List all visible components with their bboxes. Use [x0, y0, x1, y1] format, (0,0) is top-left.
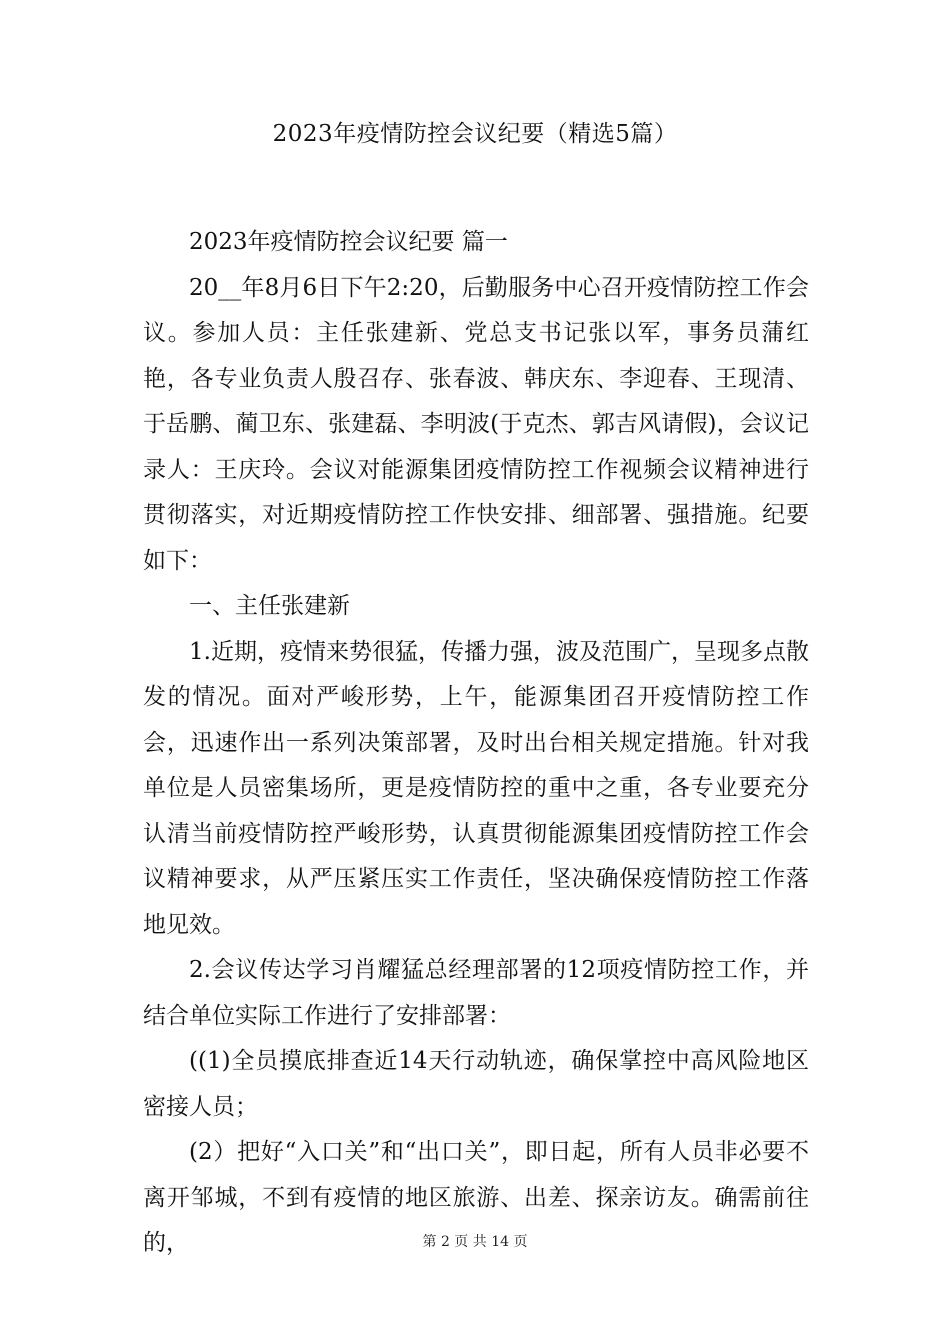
paragraph: 1.近期，疫情来势很猛，传播力强，波及范围广，呈现多点散发的情况。面对严峻形势，上午，能源集团召开疫情防控工作会，迅速作出一系列决策部署，及时出台相关规定措施。针对我单位是人员密集场所，更是疫情防控的重中之重，各专业要充分认清当前疫情防控严峻形势，认真贯彻能源集团疫情防控工作会议精神要求，从严压紧压实工作责任，坚决确保疫情防控工作落地见效。 [143, 638, 809, 938]
list-item: ((1)全员摸底排查近14天行动轨迹，确保掌控中高风险地区密接人员； [143, 1048, 809, 1120]
list-item: (2）把好“入口关”和“出口关”，即日起，所有人员非必要不离开邹城，不到有疫情的地区旅游、出差、探亲访友。确需前往的， [143, 1139, 809, 1256]
section-heading: 2023年疫情防控会议纪要 篇一 [189, 229, 508, 255]
paragraph: 20__年8月6日下午2:20，后勤服务中心召开疫情防控工作会议。参加人员：主任张建新、党总支书记张以军，事务员蒲红艳，各专业负责人殷召存、张春波、韩庆东、李迎春、王现清、于岳鹏、蔺卫东、张建磊、李明波(于克杰、郭吉风请假)，会议记录人：王庆玲。会议对能源集团疫情防控工作视频会议精神进行贯彻落实，对近期疫情防控工作快安排、细部署、强措施。纪要如下： [143, 274, 809, 574]
page-number-footer: 第 2 页 共 14 页 [422, 1234, 528, 1250]
document-title: 2023年疫情防控会议纪要（精选5篇） [272, 121, 678, 147]
document-body [143, 220, 809, 1267]
paragraph: 2.会议传达学习肖耀猛总经理部署的12项疫情防控工作，并结合单位实际工作进行了安排部署： [143, 957, 809, 1029]
subsection-heading: 一、主任张建新 [189, 593, 350, 619]
